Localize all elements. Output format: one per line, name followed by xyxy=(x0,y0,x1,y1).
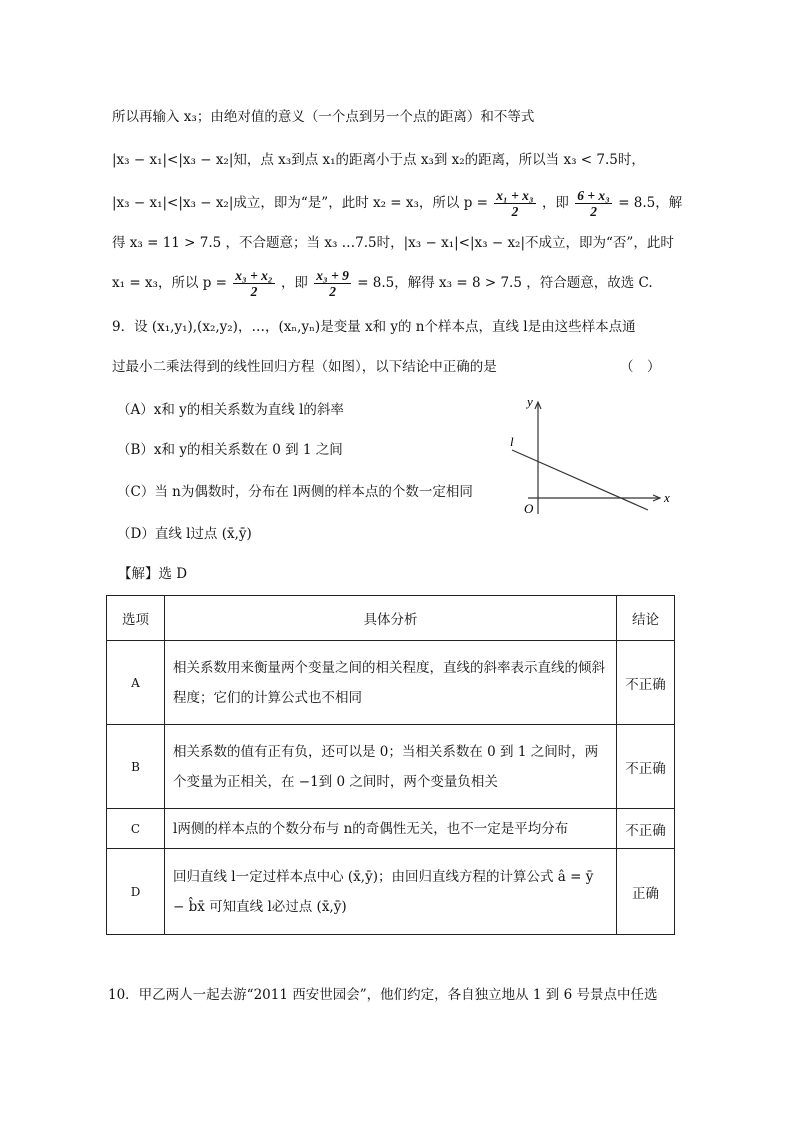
row-analysis: l两侧的样本点的个数分布与 n的奇偶性无关，也不一定是平均分布 xyxy=(165,809,617,849)
regression-graph xyxy=(498,392,678,522)
question-10-line-1: 10．甲乙两人一起去游“2011 西安世园会”，他们约定，各自独立地从 1 到 6 号景点中任选 xyxy=(108,987,658,1003)
y-axis-label: y xyxy=(527,394,533,409)
row-option: D xyxy=(107,849,165,935)
question-9-line-2: 过最小二乘法得到的线性回归方程（如图），以下结论中正确的是 xyxy=(112,359,497,375)
line-label: l xyxy=(510,434,514,449)
table-row xyxy=(107,809,675,849)
row-result: 不正确 xyxy=(617,725,675,809)
header-option: 选项 xyxy=(107,596,165,641)
solution-line-2: |x₃ − x₁|<|x₃ − x₂|知，点 x₃到点 x₁的距离小于点 x₃到 x₂的距离，所以当 x₃ < 7.5时， xyxy=(112,152,645,168)
option-b: （B）x和 y的相关系数在 0 到 1 之间 xyxy=(117,442,343,458)
fraction-4: $\frac{\text{x₃ + 9}}{2}$ xyxy=(316,268,349,299)
table-row xyxy=(107,641,675,725)
header-result: 结论 xyxy=(617,596,675,641)
solution-line-3 xyxy=(112,186,682,220)
origin-label: O xyxy=(524,501,534,516)
header-analysis: 具体分析 xyxy=(165,596,617,641)
line3-part-c: = 8.5，解 xyxy=(618,195,683,211)
row-analysis: 相关系数的值有正有负，还可以是 0；当相关系数在 0 到 1 之间时，两个变量为正相关，在 −1到 0 之间时，两个变量负相关 xyxy=(165,725,617,809)
table-row xyxy=(107,849,675,935)
analysis-table xyxy=(106,595,675,935)
row-option: B xyxy=(107,725,165,809)
table-header-row xyxy=(107,596,675,641)
line5-part-a: x₁ = x₃，所以 p = xyxy=(112,275,227,291)
line3-part-a: |x₃ − x₁|<|x₃ − x₂|成立，即为“是”，此时 x₂ = x₃，所以 p = xyxy=(112,195,488,211)
row-analysis: 回归直线 l一定过样本点中心 (x̄,ȳ)；由回归直线方程的计算公式 â = ȳ − b̂x̄ 可知直线 l必过点 (x̄,ȳ) xyxy=(165,849,617,935)
line3-part-b: ，即 xyxy=(541,195,569,211)
line5-part-b: ，即 xyxy=(280,275,308,291)
option-c: （C）当 n为偶数时，分布在 l两侧的样本点的个数一定相同 xyxy=(117,484,473,500)
option-d: （D）直线 l过点 (x̄,ȳ) xyxy=(117,526,252,542)
table-row xyxy=(107,725,675,809)
line5-part-c: = 8.5，解得 x₃ = 8 > 7.5 ，符合题意，故选 C. xyxy=(357,275,653,291)
x-axis-label: x xyxy=(664,490,670,505)
row-result: 正确 xyxy=(617,849,675,935)
question-9-line-1: 9．设 (x₁,y₁),(x₂,y₂)，…，(xₙ,yₙ)是变量 x和 y的 n个样本点，直线 l是由这些样本点通 xyxy=(112,319,636,335)
option-a: （A）x和 y的相关系数为直线 l的斜率 xyxy=(117,402,344,418)
solution-line-5 xyxy=(112,266,653,300)
answer-line: 【解】选 D xyxy=(118,566,188,582)
row-analysis: 相关系数用来衡量两个变量之间的相关程度，直线的斜率表示直线的倾斜程度；它们的计算公式也不相同 xyxy=(165,641,617,725)
solution-line-4: 得 x₃ = 11 > 7.5 ，不合题意；当 x₃ …7.5时，|x₃ − x₁|<|x₃ − x₂|不成立，即为“否”，此时 xyxy=(112,235,674,251)
solution-line-1: 所以再输入 x₃；由绝对值的意义（一个点到另一个点的距离）和不等式 xyxy=(112,109,535,125)
row-result: 不正确 xyxy=(617,809,675,849)
row-option: A xyxy=(107,641,165,725)
fraction-2: $\frac{\text{6 + x₃}}{2}$ xyxy=(577,188,610,219)
row-option: C xyxy=(107,809,165,849)
fraction-3: $\frac{\text{x₃ + x₂}}{2}$ xyxy=(235,268,273,299)
fraction-1: $\frac{\text{x₁ + x₃}}{2}$ xyxy=(496,188,534,219)
answer-parentheses: （ ） xyxy=(620,359,661,375)
row-result: 不正确 xyxy=(617,641,675,725)
